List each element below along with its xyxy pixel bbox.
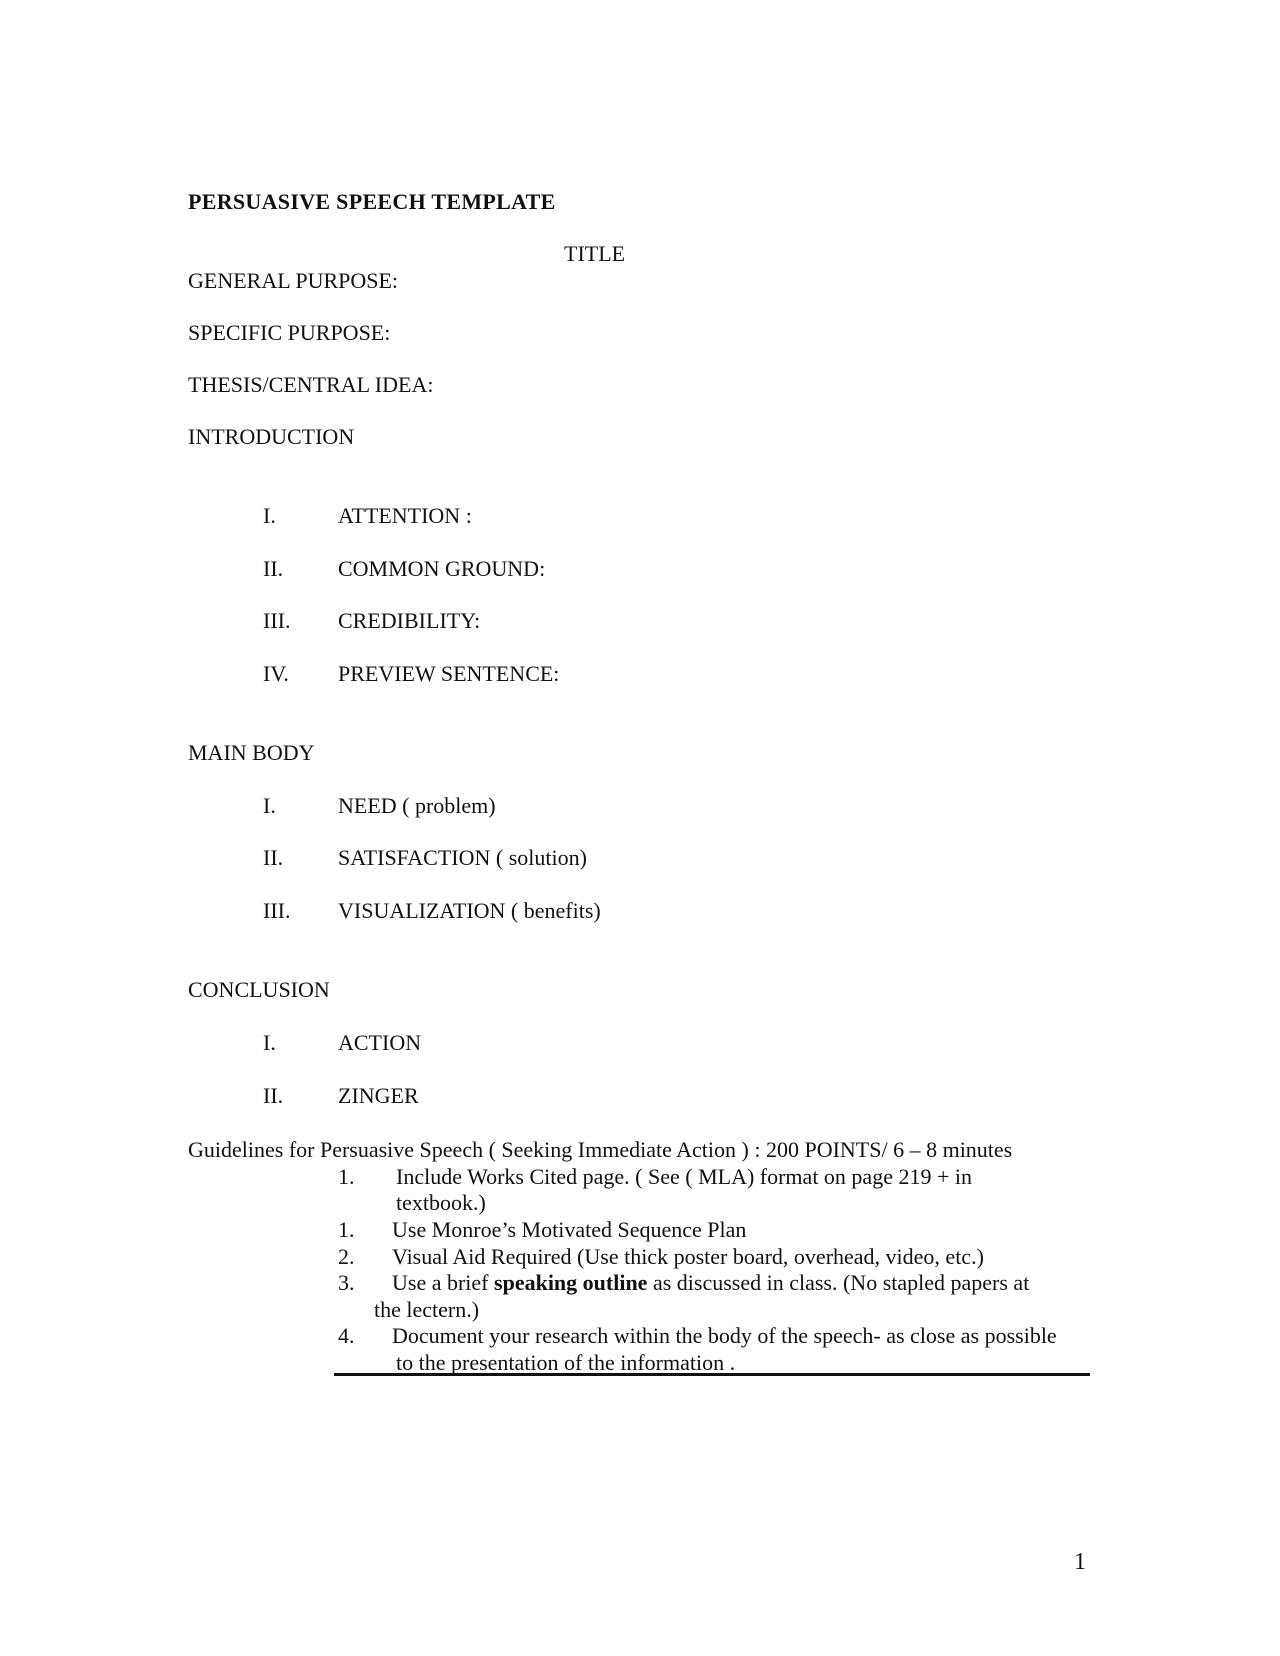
guideline-number: 4. [338,1323,355,1348]
guidelines-intro: Guidelines for Persuasive Speech ( Seeking Immediate Action ) : 200 POINTS/ 6 – 8 minutes [188,1137,1013,1162]
guideline-number: 1. [338,1164,355,1189]
guideline-text: Use Monroe’s Motivated Sequence Plan [392,1217,747,1242]
list-item-text: COMMON GROUND: [338,556,546,581]
guideline-emphasis: speaking outline [494,1270,648,1295]
guideline-text: Visual Aid Required (Use thick poster board, overhead, video, etc.) [392,1244,984,1269]
main-body-heading: MAIN BODY [188,740,315,765]
page-number: 1 [1074,1549,1086,1575]
introduction-heading: INTRODUCTION [188,424,355,449]
guideline-number: 3. [338,1270,355,1295]
guideline-text [392,1270,1029,1295]
guideline-text: Include Works Cited page. ( See ( MLA) format on page 219 + in [396,1164,972,1189]
list-item-number: III. [263,898,291,923]
list-item-number: III. [263,608,291,633]
list-item-number: II. [263,845,284,870]
list-item-number: II. [263,556,284,581]
thesis-label: THESIS/CENTRAL IDEA: [188,372,434,397]
general-purpose-label: GENERAL PURPOSE: [188,268,399,293]
conclusion-heading: CONCLUSION [188,977,330,1002]
guideline-text: Document your research within the body of the speech- as close as possible [392,1323,1057,1348]
list-item-number: I. [263,793,276,818]
guideline-text-continued: textbook.) [396,1190,486,1215]
list-item-number: I. [263,503,276,528]
list-item-text: PREVIEW SENTENCE: [338,661,560,686]
title-label: TITLE [564,241,626,266]
guideline-text-part: Use a brief [392,1270,495,1295]
list-item-text: ZINGER [338,1083,419,1108]
guideline-number: 2. [338,1244,355,1269]
specific-purpose-label: SPECIFIC PURPOSE: [188,320,391,345]
guideline-text-continued: to the presentation of the information . [396,1350,736,1375]
list-item-text: ACTION [338,1030,422,1055]
list-item-text: CREDIBILITY: [338,608,481,633]
list-item-number: I. [263,1030,276,1055]
list-item-text: SATISFACTION ( solution) [338,845,587,870]
list-item-text: ATTENTION : [338,503,472,528]
list-item-text: VISUALIZATION ( benefits) [338,898,601,923]
list-item-number: IV. [263,661,289,686]
list-item-number: II. [263,1083,284,1108]
document-heading: PERSUASIVE SPEECH TEMPLATE [188,189,556,214]
list-item-text: NEED ( problem) [338,793,496,818]
guideline-text-continued: the lectern.) [374,1297,480,1322]
guideline-text-part: as discussed in class. (No stapled papers at [647,1270,1030,1295]
guidelines-underline-rule [334,1373,1090,1376]
guideline-number: 1. [338,1217,355,1242]
